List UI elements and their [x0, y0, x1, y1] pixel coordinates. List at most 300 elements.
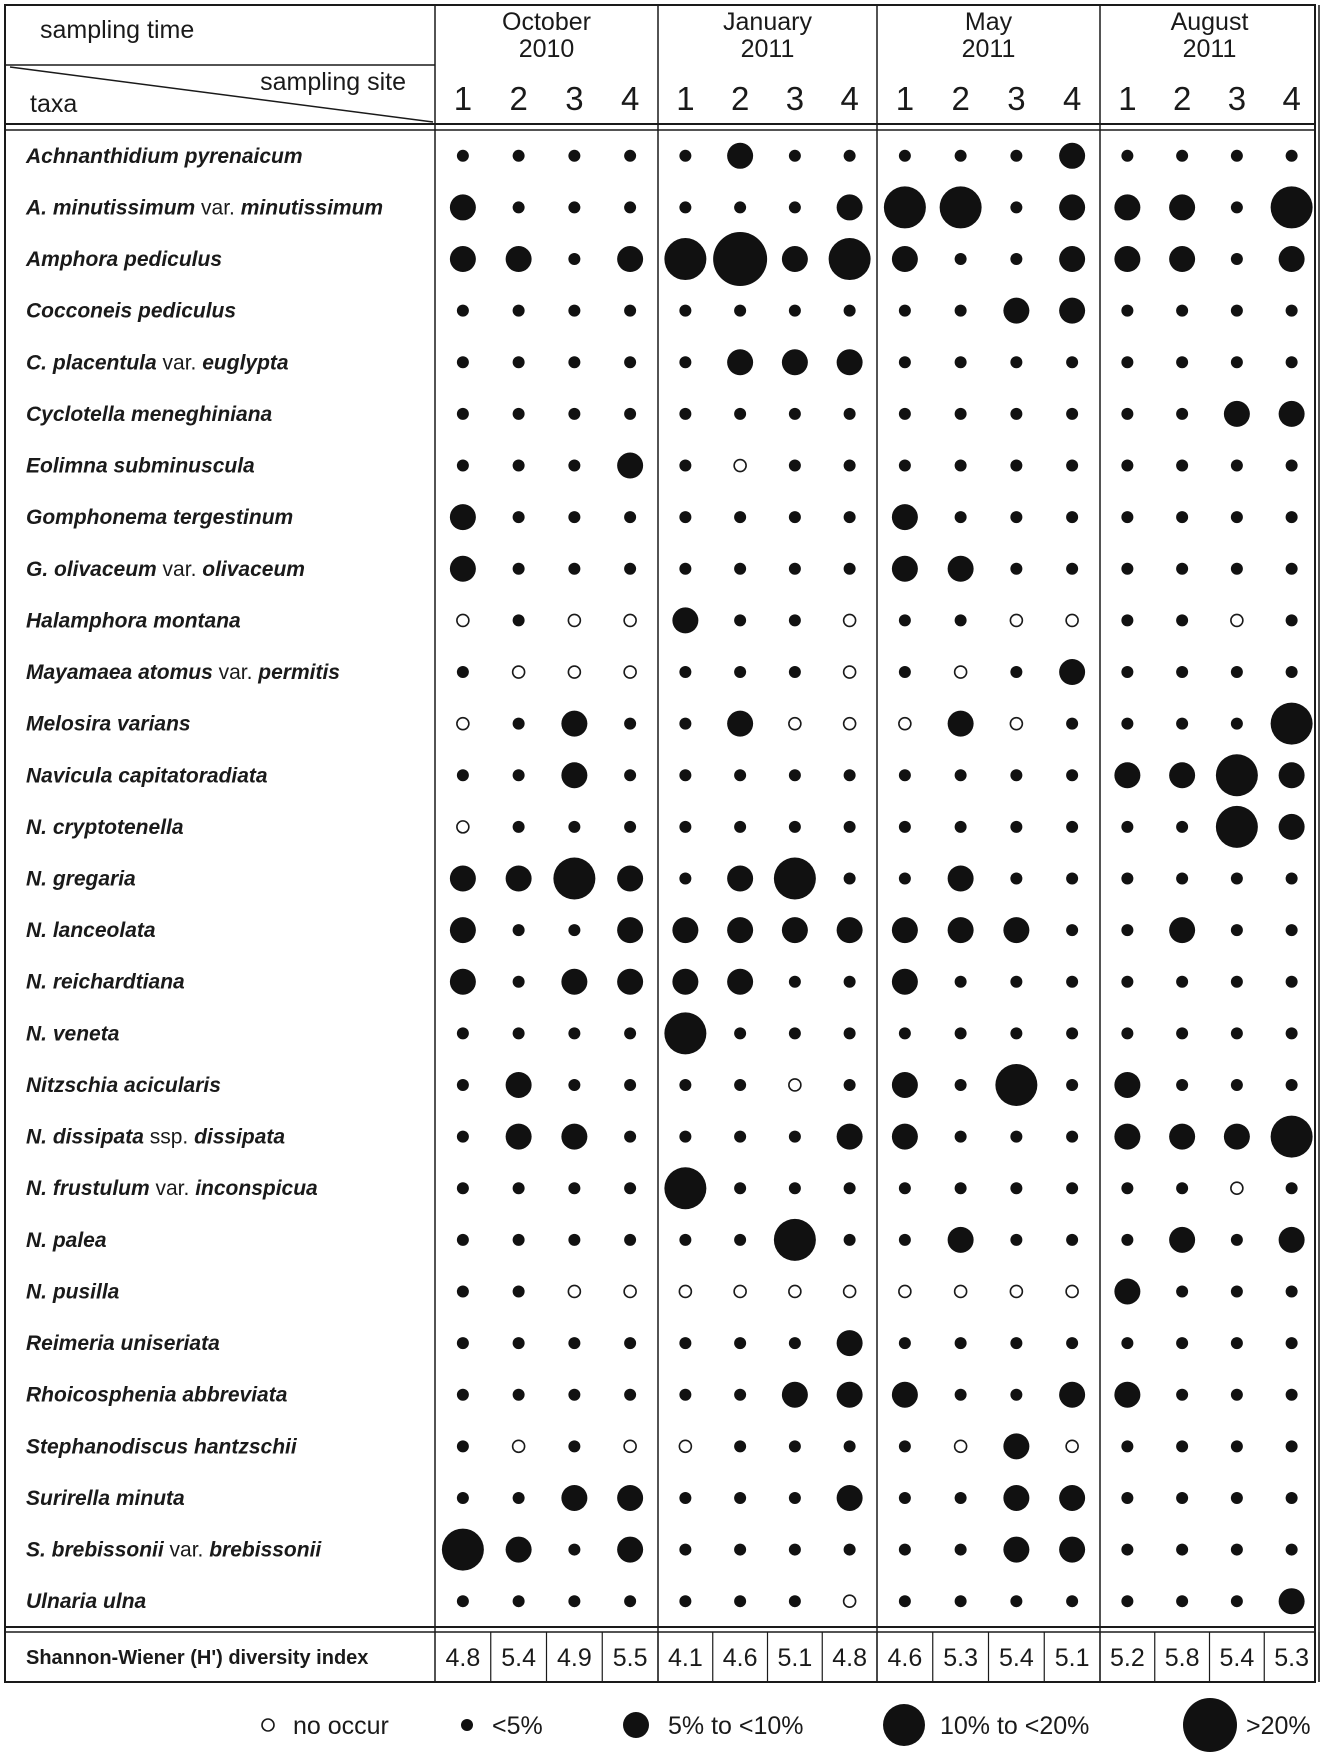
taxon-label [26, 1332, 220, 1355]
abundance-bubble [679, 1234, 691, 1246]
abundance-bubble [955, 1492, 967, 1504]
abundance-bubble [617, 453, 643, 479]
abundance-bubble [948, 711, 974, 737]
abundance-bubble [1121, 1440, 1133, 1452]
abundance-bubble [624, 1131, 636, 1143]
abundance-bubble [1231, 460, 1243, 472]
abundance-bubble [899, 1285, 911, 1297]
abundance-bubble [624, 1079, 636, 1091]
abundance-bubble [1066, 1595, 1078, 1607]
taxon-label-part: Navicula capitatoradiata [26, 764, 268, 788]
taxon-label [26, 1384, 288, 1407]
abundance-bubble [1010, 563, 1022, 575]
abundance-bubble [1231, 1544, 1243, 1556]
abundance-bubble [568, 1234, 580, 1246]
abundance-bubble [837, 349, 863, 375]
abundance-bubble [568, 563, 580, 575]
abundance-bubble [568, 201, 580, 213]
abundance-bubble [1169, 917, 1195, 943]
taxon-label-part: N. palea [26, 1228, 107, 1252]
abundance-bubble [1066, 1285, 1078, 1297]
abundance-bubble [568, 1440, 580, 1452]
abundance-bubble [679, 666, 691, 678]
diversity-value: 4.6 [887, 1644, 923, 1672]
abundance-bubble [1231, 976, 1243, 988]
abundance-bubble [1231, 253, 1243, 265]
abundance-bubble [617, 917, 643, 943]
abundance-bubble [1010, 150, 1022, 162]
abundance-bubble [679, 356, 691, 368]
abundance-bubble [1231, 305, 1243, 317]
abundance-bubble [955, 1285, 967, 1297]
abundance-bubble [1114, 1072, 1140, 1098]
taxon-label-part: C. placentula [26, 351, 157, 375]
abundance-bubble [568, 924, 580, 936]
abundance-bubble [679, 1079, 691, 1091]
abundance-bubble [782, 349, 808, 375]
abundance-bubble [955, 1544, 967, 1556]
abundance-bubble [1010, 201, 1022, 213]
abundance-bubble [844, 1440, 856, 1452]
abundance-bubble [513, 1234, 525, 1246]
abundance-bubble [844, 460, 856, 472]
abundance-bubble [1176, 1544, 1188, 1556]
abundance-bubble [899, 1337, 911, 1349]
abundance-bubble [1286, 1182, 1298, 1194]
abundance-bubble [789, 821, 801, 833]
abundance-bubble [1176, 460, 1188, 472]
taxon-label [26, 713, 191, 736]
abundance-bubble [624, 614, 636, 626]
abundance-bubble [844, 1182, 856, 1194]
abundance-bubble [789, 1079, 801, 1091]
abundance-bubble [1066, 924, 1078, 936]
legend-marker [883, 1704, 925, 1746]
abundance-bubble [457, 1131, 469, 1143]
taxon-label [25, 145, 303, 168]
abundance-bubble [568, 821, 580, 833]
abundance-bubble [1216, 754, 1258, 796]
abundance-bubble [1059, 1537, 1085, 1563]
taxon-label [26, 764, 268, 787]
abundance-bubble [1176, 976, 1188, 988]
taxon-label-part: Halamphora montana [26, 609, 241, 633]
abundance-bubble [1066, 873, 1078, 885]
abundance-bubble [727, 917, 753, 943]
taxon-label-part: var. [156, 351, 203, 375]
diversity-value: 4.6 [722, 1644, 758, 1672]
abundance-bubble [457, 356, 469, 368]
abundance-bubble [734, 460, 746, 472]
abundance-bubble [1286, 563, 1298, 575]
site-number: 1 [895, 80, 915, 117]
abundance-bubble [679, 1440, 691, 1452]
abundance-bubble [774, 1219, 816, 1261]
abundance-bubble [1121, 718, 1133, 730]
site-number: 4 [620, 80, 640, 117]
taxon-label [26, 351, 289, 374]
abundance-bubble [1169, 762, 1195, 788]
abundance-bubble [892, 1124, 918, 1150]
abundance-bubble [837, 194, 863, 220]
abundance-bubble [624, 1440, 636, 1452]
taxon-label-part: A. minutissimum [26, 196, 196, 220]
abundance-bubble [513, 1337, 525, 1349]
abundance-bubble [1286, 1027, 1298, 1039]
taxon-label [26, 1487, 185, 1510]
abundance-bubble [899, 460, 911, 472]
abundance-bubble [1176, 1079, 1188, 1091]
abundance-bubble [1121, 873, 1133, 885]
abundance-bubble [899, 1234, 911, 1246]
diversity-value: 5.8 [1164, 1644, 1200, 1672]
taxa-labels [25, 145, 383, 1613]
taxon-label [26, 1229, 107, 1252]
abundance-bubble [899, 356, 911, 368]
abundance-bubble [1066, 1337, 1078, 1349]
taxon-label-part: Cyclotella meneghiniana [26, 402, 273, 426]
abundance-bubble [513, 614, 525, 626]
abundance-bubble [513, 305, 525, 317]
taxon-label-part: Amphora pediculus [26, 248, 223, 272]
abundance-bubble [561, 1124, 587, 1150]
abundance-bubble [1010, 1234, 1022, 1246]
abundance-bubble [782, 917, 808, 943]
abundance-bubble [955, 1595, 967, 1607]
abundance-bubble [624, 821, 636, 833]
abundance-bubble [1003, 917, 1029, 943]
abundance-bubble [1010, 1595, 1022, 1607]
abundance-bubble [561, 969, 587, 995]
abundance-bubble [1231, 1440, 1243, 1452]
diversity-label: Shannon-Wiener (H') diversity index [26, 1647, 369, 1669]
abundance-bubble [1231, 1182, 1243, 1194]
abundance-bubble [948, 556, 974, 582]
abundance-bubble [506, 866, 532, 892]
abundance-bubble [624, 1027, 636, 1039]
site-number: 1 [676, 80, 695, 117]
abundance-bubble [1231, 1234, 1243, 1246]
abundance-bubble [624, 1182, 636, 1194]
taxon-label [26, 558, 305, 581]
taxon-label-part: Nitzschia acicularis [26, 1073, 221, 1097]
abundance-bubble [513, 718, 525, 730]
abundance-bubble [1121, 666, 1133, 678]
taxon-label-part: Achnanthidium pyrenaicum [26, 144, 303, 168]
abundance-bubble [513, 150, 525, 162]
abundance-bubble [568, 1285, 580, 1297]
abundance-bubble [617, 246, 643, 272]
abundance-bubble [1059, 246, 1085, 272]
abundance-bubble [899, 1440, 911, 1452]
abundance-bubble [506, 1072, 532, 1098]
site-number: 4 [840, 80, 859, 117]
abundance-bubble [1169, 194, 1195, 220]
abundance-bubble [679, 1492, 691, 1504]
period-month-label: January [723, 8, 812, 36]
abundance-bubble [457, 408, 469, 420]
sampling-time-label: sampling time [40, 16, 195, 44]
abundance-bubble [1010, 821, 1022, 833]
diversity-value: 5.1 [777, 1644, 813, 1672]
legend-marker [262, 1719, 274, 1731]
abundance-bubble [1114, 1278, 1140, 1304]
abundance-bubble [457, 718, 469, 730]
abundance-bubble [1121, 1027, 1133, 1039]
site-number: 4 [1062, 80, 1082, 117]
abundance-bubble [1286, 976, 1298, 988]
abundance-bubble [1176, 1440, 1188, 1452]
abundance-bubble [727, 969, 753, 995]
abundance-bubble [568, 408, 580, 420]
abundance-bubble [1066, 1234, 1078, 1246]
sampling-site-label: sampling site [260, 68, 406, 96]
abundance-bubble [679, 408, 691, 420]
abundance-bubble [1121, 1492, 1133, 1504]
taxon-label-part: Mayamaea atomus [26, 661, 213, 685]
abundance-bubble [782, 1382, 808, 1408]
abundance-bubble [899, 305, 911, 317]
diversity-value: 5.1 [1054, 1644, 1090, 1672]
abundance-bubble [1279, 1588, 1305, 1614]
abundance-bubble [624, 511, 636, 523]
abundance-bubble [1176, 1595, 1188, 1607]
abundance-bubble [617, 1537, 643, 1563]
taxon-label-part: Surirella minuta [26, 1486, 185, 1510]
abundance-bubble [1231, 1337, 1243, 1349]
abundance-bubble [1010, 976, 1022, 988]
legend-marker [623, 1712, 649, 1738]
abundance-bubble [679, 769, 691, 781]
taxon-label-part: olivaceum [202, 557, 305, 581]
abundance-bubble [955, 769, 967, 781]
abundance-bubble [513, 924, 525, 936]
taxon-label [26, 1435, 298, 1458]
abundance-bubble [1121, 150, 1133, 162]
abundance-bubble [734, 1079, 746, 1091]
abundance-bubble [664, 1167, 706, 1209]
abundance-bubble [568, 511, 580, 523]
abundance-bubble [1114, 1124, 1140, 1150]
site-number: 2 [951, 80, 970, 117]
abundance-bubble [955, 821, 967, 833]
abundance-bubble [948, 866, 974, 892]
abundance-bubble [734, 1285, 746, 1297]
period-year-label: 2010 [518, 35, 575, 63]
abundance-bubble [568, 666, 580, 678]
site-number: 2 [730, 80, 750, 117]
abundance-bubble [672, 969, 698, 995]
abundance-bubble [844, 1285, 856, 1297]
abundance-bubble [513, 976, 525, 988]
taxon-label-part: var. [212, 661, 259, 685]
abundance-bubble [955, 408, 967, 420]
abundance-bubble [1176, 1027, 1188, 1039]
abundance-bubble [844, 305, 856, 317]
taxon-label-part: N. pusilla [26, 1280, 120, 1304]
abundance-bubble [1231, 924, 1243, 936]
abundance-bubble [734, 1337, 746, 1349]
abundance-bubble [899, 1492, 911, 1504]
abundance-bubble [789, 563, 801, 575]
abundance-bubble [457, 1440, 469, 1452]
taxon-label [26, 455, 255, 478]
abundance-bubble [734, 1544, 746, 1556]
abundance-bubble [774, 858, 816, 900]
abundance-bubble [679, 1285, 691, 1297]
abundance-bubble [624, 305, 636, 317]
abundance-bubble [1059, 659, 1085, 685]
abundance-bubble [624, 666, 636, 678]
abundance-bubble [1059, 143, 1085, 169]
taxon-label-part: Rhoicosphenia abbreviata [26, 1383, 288, 1407]
abundance-bubble [844, 1544, 856, 1556]
abundance-bubble [513, 511, 525, 523]
abundance-bubble [568, 253, 580, 265]
abundance-bubble [513, 408, 525, 420]
abundance-bubble [1231, 718, 1243, 730]
taxon-label-part: N. cryptotenella [26, 815, 184, 839]
abundance-bubble [1176, 511, 1188, 523]
legend-label: 10% to <20% [940, 1712, 1090, 1740]
taxon-label-part: N. lanceolata [26, 919, 156, 943]
abundance-bubble [457, 150, 469, 162]
abundance-bubble [1231, 666, 1243, 678]
abundance-bubble [506, 246, 532, 272]
abundance-bubble [734, 201, 746, 213]
diversity-value: 4.8 [832, 1644, 868, 1672]
taxon-label [26, 868, 136, 891]
abundance-bubble [892, 246, 918, 272]
abundance-bubble [1169, 1124, 1195, 1150]
abundance-bubble [837, 917, 863, 943]
period-year-label: 2011 [961, 35, 1016, 63]
taxon-label-part: ssp. [143, 1125, 195, 1149]
abundance-bubble [789, 666, 801, 678]
abundance-bubble [1003, 1485, 1029, 1511]
abundance-bubble [1176, 563, 1188, 575]
abundance-bubble [1176, 1182, 1188, 1194]
period-month-label: May [964, 8, 1013, 36]
taxon-label [26, 1126, 285, 1149]
abundance-bubble [457, 460, 469, 472]
taxon-label-part: G. olivaceum [26, 557, 157, 581]
abundance-bubble [679, 150, 691, 162]
abundance-bubble [1279, 246, 1305, 272]
abundance-bubble [1010, 666, 1022, 678]
abundance-bubble [955, 305, 967, 317]
abundance-bubble [1286, 356, 1298, 368]
abundance-bubble [899, 769, 911, 781]
taxon-label-part: var. [149, 1177, 196, 1201]
taxon-label-part: dissipata [194, 1125, 286, 1149]
taxon-label [26, 403, 273, 426]
site-number: 3 [1007, 80, 1026, 117]
abundance-bubble [457, 305, 469, 317]
site-number: 1 [1118, 80, 1137, 117]
taxon-label [26, 971, 185, 994]
abundance-bubble [955, 614, 967, 626]
abundance-bubble [1010, 408, 1022, 420]
taxon-label [26, 300, 236, 323]
abundance-bubble [672, 607, 698, 633]
abundance-bubble [1121, 356, 1133, 368]
abundance-bubble [624, 769, 636, 781]
abundance-bubble [995, 1064, 1037, 1106]
abundance-bubble [1010, 356, 1022, 368]
site-number: 2 [509, 80, 528, 117]
taxon-label-part: N. frustulum [26, 1177, 150, 1201]
abundance-bubble [664, 238, 706, 280]
abundance-bubble [1059, 194, 1085, 220]
abundance-bubble [513, 1389, 525, 1401]
taxon-label-part: var. [195, 196, 241, 220]
abundance-bubble [457, 1285, 469, 1297]
site-number: 3 [565, 80, 584, 117]
abundance-bubble [664, 1012, 706, 1054]
abundance-bubble [727, 143, 753, 169]
abundance-bubble [672, 917, 698, 943]
abundance-bubble [899, 1182, 911, 1194]
abundance-bubble [457, 1337, 469, 1349]
abundance-bubble [513, 1027, 525, 1039]
abundance-bubble [1010, 769, 1022, 781]
taxon-label-part: var. [156, 557, 203, 581]
abundance-bubble [1176, 408, 1188, 420]
period-headers [502, 8, 1248, 63]
legend-label: no occur [293, 1712, 389, 1740]
diversity-value: 5.4 [998, 1644, 1034, 1672]
site-number: 3 [1227, 80, 1247, 117]
abundance-bubble [844, 511, 856, 523]
taxon-label [26, 661, 340, 684]
taxon-label [26, 1177, 318, 1200]
abundance-bubble [892, 969, 918, 995]
abundance-bubble [1271, 1116, 1313, 1158]
abundance-bubble [1231, 356, 1243, 368]
abundance-bubble [1121, 1595, 1133, 1607]
abundance-bubble [1286, 460, 1298, 472]
abundance-bubble [899, 718, 911, 730]
abundance-bubble [899, 1027, 911, 1039]
abundance-bubble [844, 718, 856, 730]
abundance-bubble [789, 460, 801, 472]
taxon-label-part: N. veneta [26, 1022, 120, 1046]
abundance-bubble [624, 563, 636, 575]
abundance-bubble [734, 769, 746, 781]
abundance-bubble [734, 511, 746, 523]
site-number: 3 [785, 80, 805, 117]
abundance-bubble [789, 1440, 801, 1452]
abundance-bubble [1010, 460, 1022, 472]
abundance-bubble [789, 1595, 801, 1607]
abundance-bubble [1010, 614, 1022, 626]
abundance-bubble [513, 356, 525, 368]
abundance-bubble [568, 1544, 580, 1556]
period-month-label: August [1170, 8, 1249, 36]
abundance-bubble [844, 1079, 856, 1091]
taxon-label [26, 1074, 221, 1097]
abundance-bubble [679, 1595, 691, 1607]
abundance-bubble [844, 614, 856, 626]
abundance-bubble [1286, 1492, 1298, 1504]
abundance-bubble [553, 858, 595, 900]
abundance-bubble [1066, 1182, 1078, 1194]
taxon-label-part: var. [163, 1538, 210, 1562]
abundance-bubble [1286, 511, 1298, 523]
abundance-bubble [1286, 924, 1298, 936]
abundance-bubble [1003, 1433, 1029, 1459]
